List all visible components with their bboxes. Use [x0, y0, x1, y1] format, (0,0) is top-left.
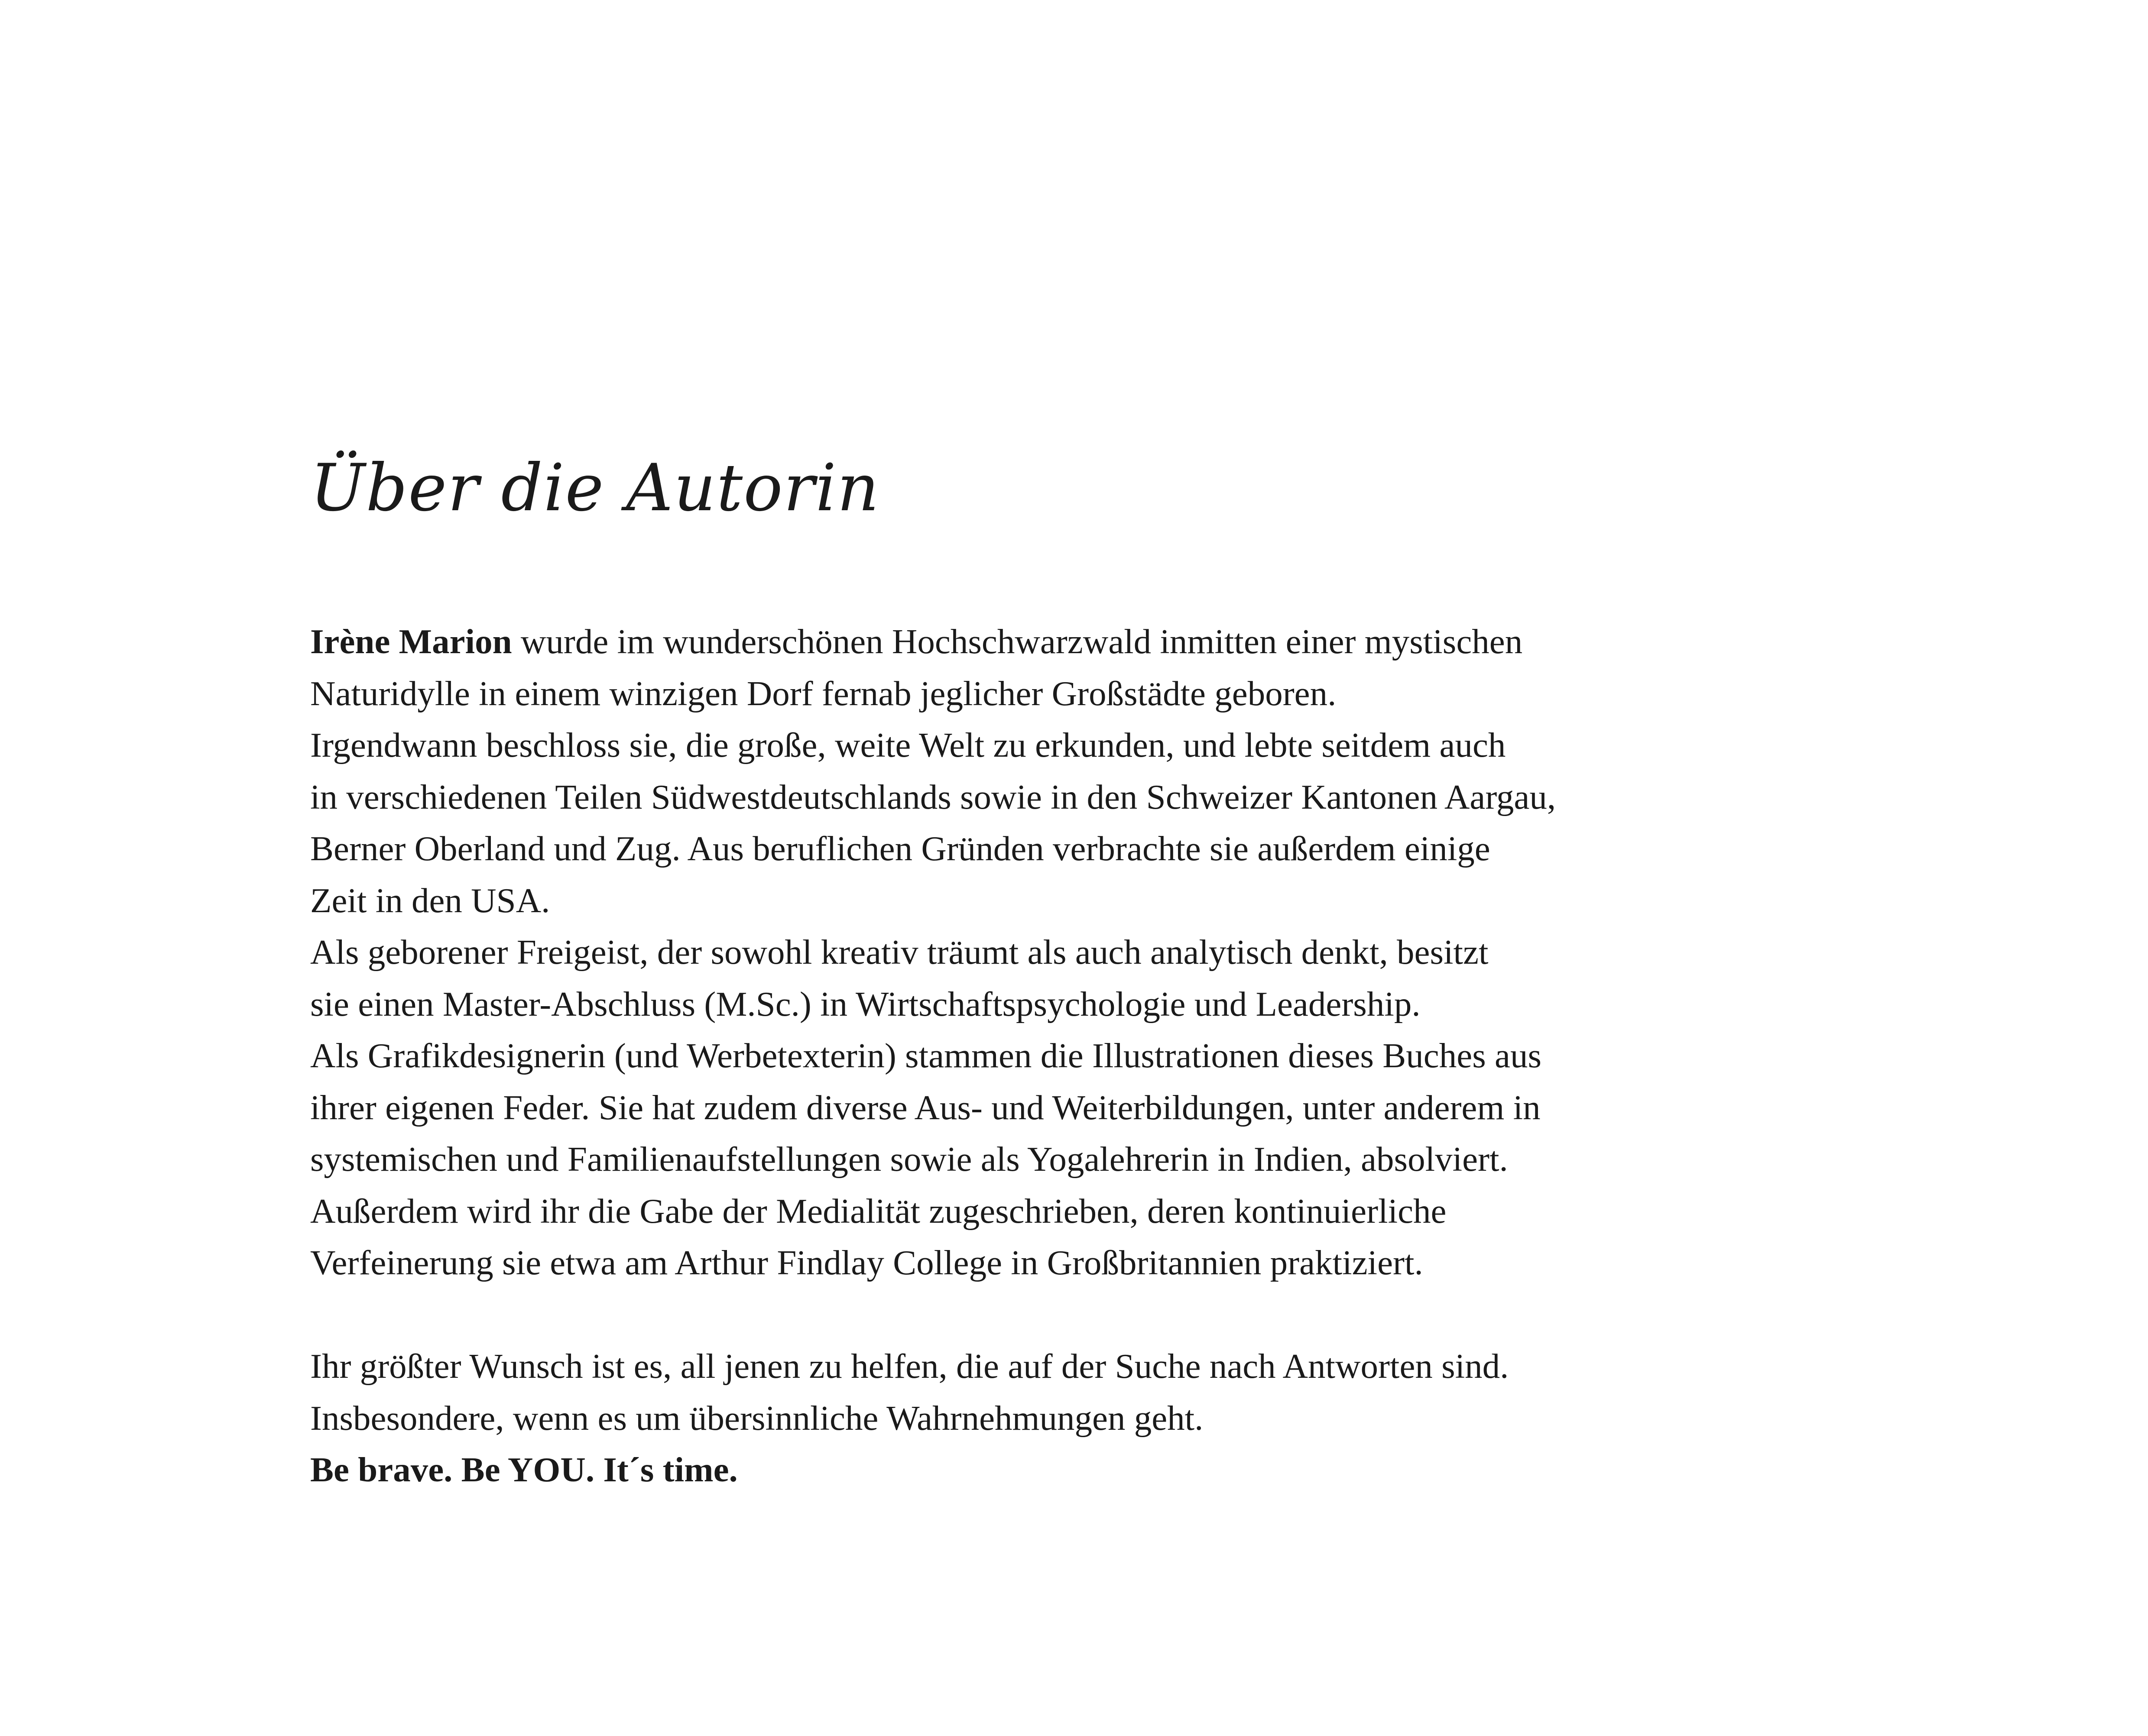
bio-line: sie einen Master-Abschluss (M.Sc.) in Wirtschaftspsychologie und Leadership. — [310, 984, 1421, 1023]
wish-line: Insbesondere, wenn es um übersinnliche Wahrnehmungen geht. — [310, 1398, 1204, 1438]
bio-line: in verschiedenen Teilen Südwestdeutschlands sowie in den Schweizer Kantonen Aargau, — [310, 777, 1556, 816]
author-name: Irène Marion — [310, 622, 512, 661]
bio-line: systemischen und Familienaufstellungen sowie als Yogalehrerin in Indien, absolviert. — [310, 1140, 1508, 1179]
bio-line — [310, 616, 1740, 668]
author-bio — [310, 616, 1740, 1496]
bio-line: ihrer eigenen Feder. Sie hat zudem diverse Aus- und Weiterbildungen, unter anderem in — [310, 1088, 1541, 1127]
bio-line: Verfeinerung sie etwa am Arthur Findlay College in Großbritannien praktiziert. — [310, 1243, 1423, 1282]
closing-motto: Be brave. Be YOU. It´s time. — [310, 1450, 738, 1489]
bio-line-text: wurde im wunderschönen Hochschwarzwald inmitten einer mystischen — [512, 622, 1523, 661]
wish-line: Ihr größter Wunsch ist es, all jenen zu helfen, die auf der Suche nach Antworten sind. — [310, 1347, 1509, 1386]
bio-line: Irgendwann beschloss sie, die große, weite Welt zu erkunden, und lebte seitdem auch — [310, 725, 1506, 764]
page-title: Über die Autorin — [310, 450, 880, 526]
bio-line: Als geborener Freigeist, der sowohl kreativ träumt als auch analytisch denkt, besitzt — [310, 933, 1489, 972]
bio-line: Außerdem wird ihr die Gabe der Medialität zugeschrieben, deren kontinuierliche — [310, 1191, 1447, 1231]
bio-line: Zeit in den USA. — [310, 881, 550, 920]
paragraph-spacer — [310, 1289, 1740, 1341]
bio-line: Als Grafikdesignerin (und Werbetexterin) stammen die Illustrationen dieses Buches aus — [310, 1036, 1541, 1075]
bio-line: Naturidylle in einem winzigen Dorf fernab jeglicher Großstädte geboren. — [310, 674, 1337, 713]
bio-line: Berner Oberland und Zug. Aus beruflichen Gründen verbrachte sie außerdem einige — [310, 829, 1490, 868]
